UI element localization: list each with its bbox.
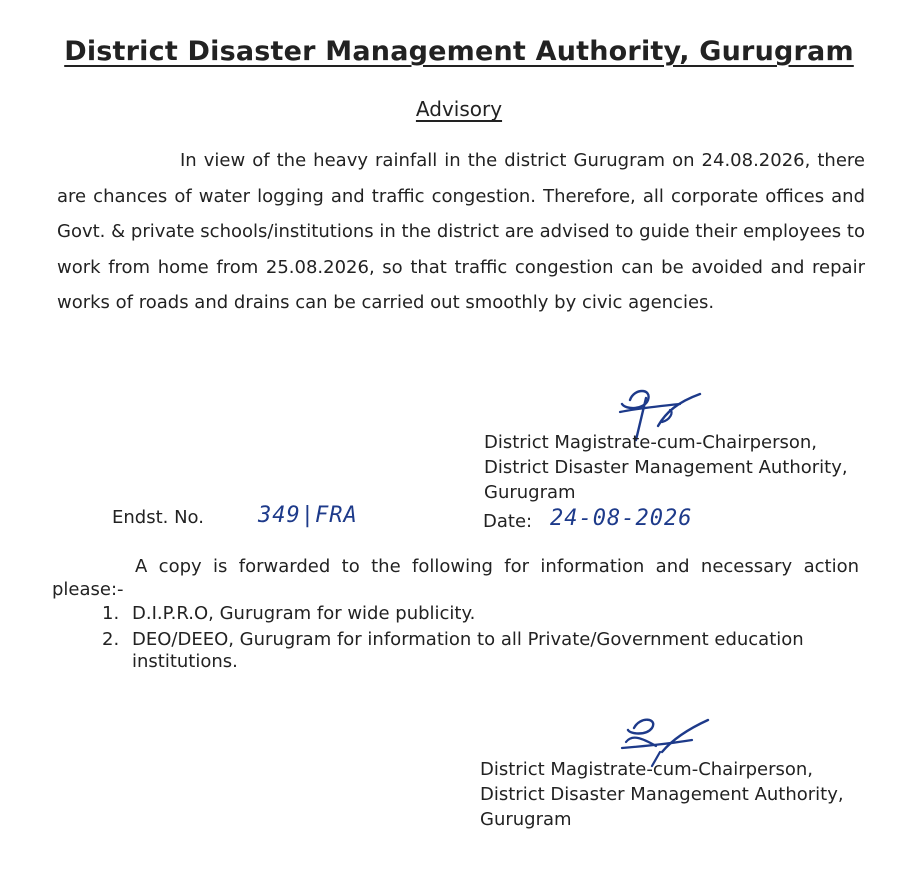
date-value: 24-08-2026 <box>550 506 693 531</box>
signatory-location: Gurugram <box>484 482 576 503</box>
signature-block-1 <box>484 430 848 505</box>
list-item-text: D.I.P.R.O, Gurugram for wide publicity. <box>132 603 476 624</box>
recipient-list <box>102 603 862 677</box>
signatory-organization: District Disaster Management Authority, <box>484 457 848 478</box>
list-item-number: 2. <box>102 629 120 650</box>
endorsement-number: 349|FRA <box>258 503 358 528</box>
list-item-number: 1. <box>102 603 120 624</box>
signatory-location: Gurugram <box>480 809 572 830</box>
list-item-text: DEO/DEEO, Gurugram for information to all Private/Government education institutions. <box>132 629 804 672</box>
list-item <box>102 629 862 673</box>
signatory-title: District Magistrate-cum-Chairperson, <box>484 432 818 453</box>
advisory-heading: Advisory <box>415 97 503 121</box>
signatory-organization: District Disaster Management Authority, <box>480 784 844 805</box>
date-label: Date: <box>483 511 533 532</box>
page-title: District Disaster Management Authority, Gurugram <box>64 36 854 67</box>
signature-block-2 <box>480 757 844 832</box>
advisory-body: In view of the heavy rainfall in the district Gurugram on 24.08.2026, there are chances of water logging and traffic congestion. Therefore, all corporate offices and Govt. & private schools/institutions in the district are advised to guide their employees to work from home from 25.08.2026, so that traffic congestion can be avoided and repair works of roads and drains can be carried out smoothly by civic agencies. <box>57 150 865 313</box>
endorsement-label: Endst. No. <box>112 507 204 528</box>
list-item <box>102 603 862 625</box>
signatory-title: District Magistrate-cum-Chairperson, <box>480 759 814 780</box>
copy-forward-intro: A copy is forwarded to the following for information and necessary action please:- <box>52 556 859 600</box>
